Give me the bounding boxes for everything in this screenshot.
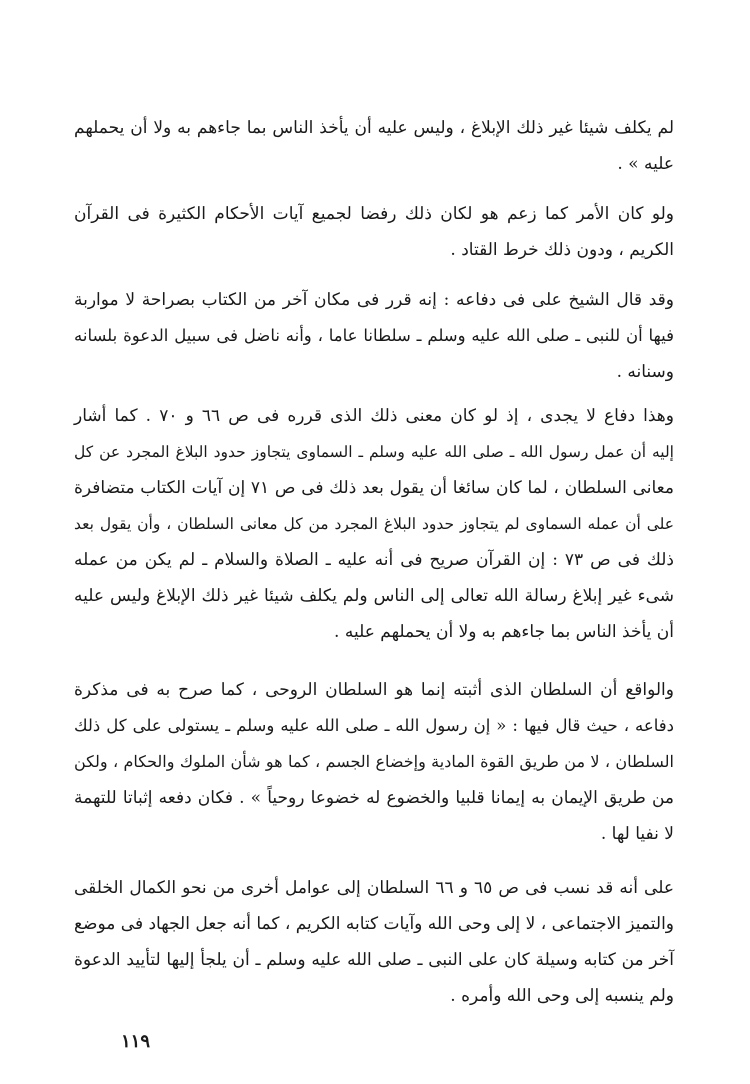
text-line: ذلك فى ص ٧٣ : إن القرآن صريح فى أنه عليه ـ الصلاة والسلام ـ لم يكن من عمله (74, 550, 674, 570)
text-line: معانى السلطان ، لما كان سائغا أن يقول بعد ذلك فى ص ٧١ إن آيات الكتاب متضافرة (74, 478, 674, 498)
text-line: الكريم ، ودون ذلك خرط القتاد . (450, 240, 674, 260)
text-line: وسنانه . (616, 362, 674, 382)
paragraph-2 (74, 196, 674, 268)
text-line: فيها أن للنبى ـ صلى الله عليه وسلم ـ سلطانا عاما ، وأنه ناضل فى سبيل الدعوة بلسانه (74, 326, 674, 345)
text-line: وقد قال الشيخ على فى دفاعه : إنه قرر فى مكان آخر من الكتاب بصراحة لا مواربة (74, 290, 674, 310)
page-number: ١١٩ (120, 1031, 150, 1052)
paragraph-1 (74, 110, 674, 182)
text-line: عليه » . (617, 154, 674, 174)
paragraph-4 (74, 398, 674, 650)
text-line: وهذا دفاع لا يجدى ، إذ لو كان معنى ذلك الذى قرره فى ص ٦٦ و ٧٠ . كما أشار (74, 406, 674, 426)
text-line: لا نفيا لها . (600, 824, 674, 844)
text-line: آخر من كتابه وسيلة كان على النبى ـ صلى الله عليه وسلم ـ أن يلجأ إليها لتأييد الدعوة (74, 950, 674, 970)
paragraph-3 (74, 282, 674, 390)
text-line: لم يكلف شيئا غير ذلك الإبلاغ ، وليس عليه أن يأخذ الناس بما جاءهم به ولا أن يحملهم (74, 118, 674, 138)
text-line: والواقع أن السلطان الذى أثبته إنما هو السلطان الروحى ، كما صرح به فى مذكرة (74, 680, 674, 700)
text-line: ولم ينسبه إلى وحى الله وأمره . (450, 986, 674, 1006)
text-line: على أن عمله السماوى لم يتجاوز حدود البلاغ المجرد من كل معانى السلطان ، وأن يقول بعد (74, 515, 674, 533)
text-line: على أنه قد نسب فى ص ٦٥ و ٦٦ السلطان إلى عوامل أخرى من نحو الكمال الخلقى (74, 878, 674, 898)
text-line: من طريق الإيمان به إيمانا قلبيا والخضوع له خضوعا روحياً » . فكان دفعه إثباتا للتهمة (74, 788, 674, 808)
paragraph-5 (74, 672, 674, 852)
text-line: أن يأخذ الناس بما جاءهم به ولا أن يحملهم عليه . (334, 622, 674, 642)
text-line: دفاعه ، حيث قال فيها : « إن رسول الله ـ صلى الله عليه وسلم ـ يستولى على كل ذلك (74, 716, 674, 735)
text-line: ولو كان الأمر كما زعم هو لكان ذلك رفضا لجميع آيات الأحكام الكثيرة فى القرآن (74, 204, 675, 224)
paragraph-6 (74, 870, 674, 1014)
text-line: شىء غير إبلاغ رسالة الله تعالى إلى الناس ولم يكلف شيئا غير ذلك الإبلاغ وليس عليه (74, 586, 674, 606)
text-line: إليه أن عمل رسول الله ـ صلى الله عليه وسلم ـ السماوى يتجاوز حدود البلاغ المجرد عن كل (74, 443, 674, 461)
text-line: والتميز الاجتماعى ، لا إلى وحى الله وآيات كتابه الكريم ، كما أنه جعل الجهاد فى موضع (74, 914, 674, 934)
text-line: السلطان ، لا من طريق القوة المادية وإخضاع الجسم ، كما هو شأن الملوك والحكام ، ولكن (74, 752, 674, 771)
